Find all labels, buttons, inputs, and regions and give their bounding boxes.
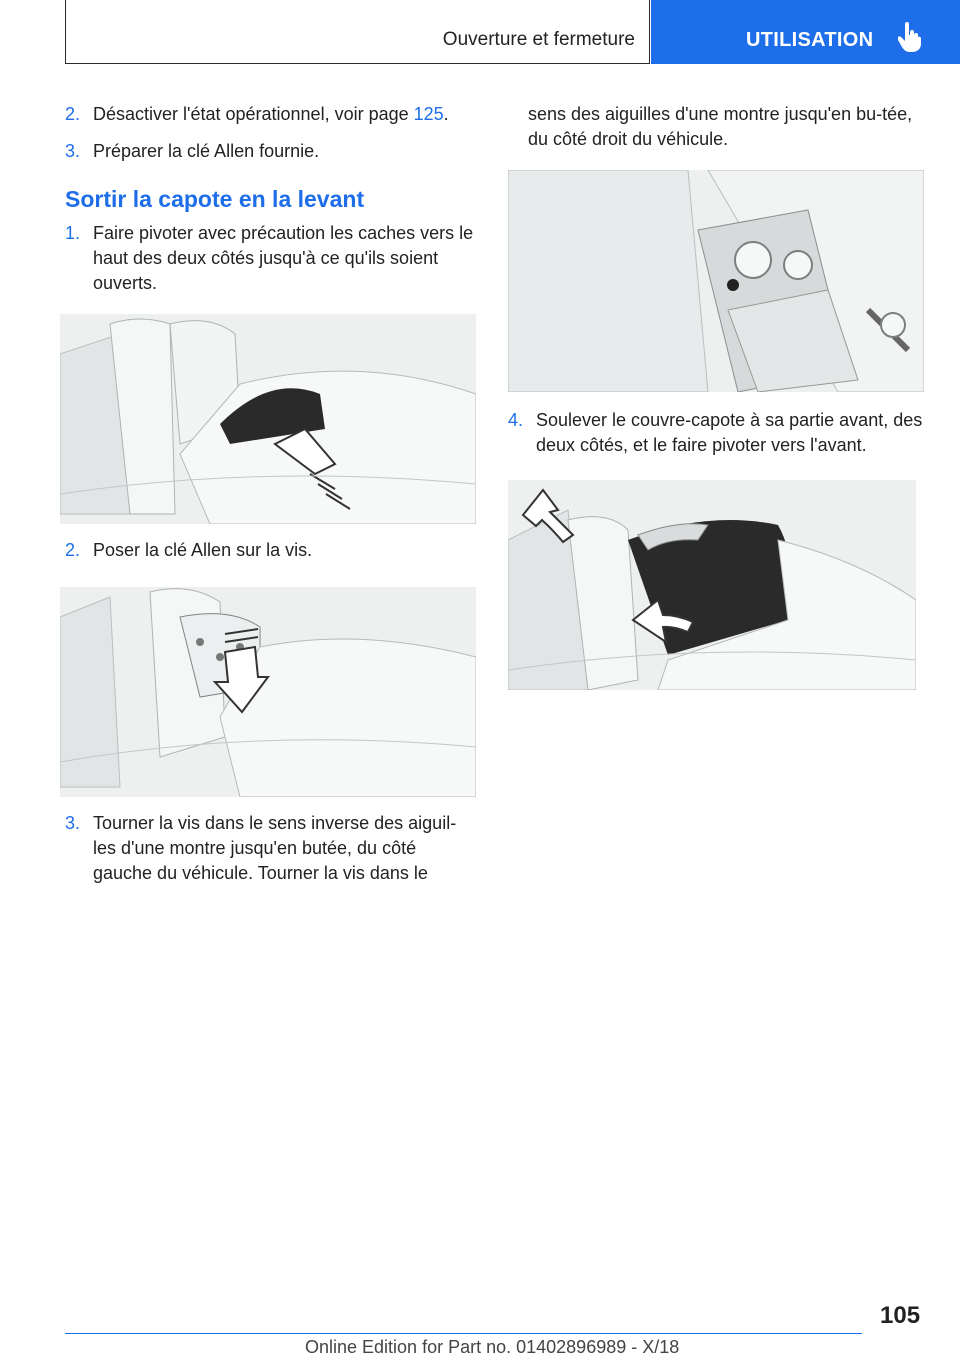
figure-lift-cover	[508, 480, 916, 690]
car-seat-illustration-1	[60, 314, 476, 524]
left-column	[65, 102, 477, 898]
figure-open-covers	[60, 314, 476, 524]
header-chapter-label: UTILISATION	[746, 29, 874, 51]
step-number: 3.	[65, 813, 81, 833]
step-3-continuation: sens des aiguilles d'une montre jusqu'en bu‐tée, du côté droit du véhicule.	[528, 104, 913, 149]
figure-allen-key	[60, 587, 476, 797]
step-text: Désactiver l'état opérationnel, voir page	[93, 104, 414, 124]
footer-edition: Online Edition for Part no. 01402896989 - X/18	[305, 1337, 680, 1357]
figure-right-side	[508, 170, 924, 392]
step-1	[65, 221, 477, 296]
step-2	[65, 538, 477, 563]
step-number: 3.	[65, 141, 81, 161]
step-text-end: .	[443, 104, 449, 124]
step-number: 4.	[508, 410, 524, 430]
step-4	[508, 408, 924, 458]
section-title: Sortir la capote en la levant	[65, 186, 365, 212]
step-text: Soulever le couvre-capote à sa partie avant, des deux côtés, et le faire pivoter vers l'avant.	[536, 410, 923, 455]
step-text: Tourner la vis dans le sens inverse des aiguil‐les d'une montre jusqu'en butée, du côté gauche du véhicule. Tourner la vis dans le	[93, 813, 457, 883]
step-text: Faire pivoter avec précaution les caches vers le haut des deux côtés jusqu'à ce qu'ils soient ouverts.	[93, 223, 474, 293]
step-number: 2.	[65, 104, 81, 124]
footer-divider	[65, 1333, 862, 1334]
step-number: 1.	[65, 223, 81, 243]
header-chapter-tab[interactable]	[651, 0, 960, 64]
header-section-box	[65, 0, 650, 64]
right-column	[508, 102, 924, 690]
step-text: Poser la clé Allen sur la vis.	[93, 540, 313, 560]
step-3	[65, 811, 477, 886]
step-text: Préparer la clé Allen fournie.	[93, 141, 320, 161]
convertible-cover-illustration	[508, 480, 916, 690]
step-number: 2.	[65, 540, 81, 560]
page-number: 105	[880, 1302, 921, 1329]
header-section-title: Ouverture et fermeture	[442, 29, 635, 50]
car-seat-illustration-2	[60, 587, 476, 797]
mechanism-illustration	[508, 170, 924, 392]
intro-step-2	[65, 102, 477, 127]
intro-step-3	[65, 139, 477, 164]
page-link[interactable]: 125	[413, 104, 444, 124]
pointing-hand-icon	[898, 22, 922, 52]
